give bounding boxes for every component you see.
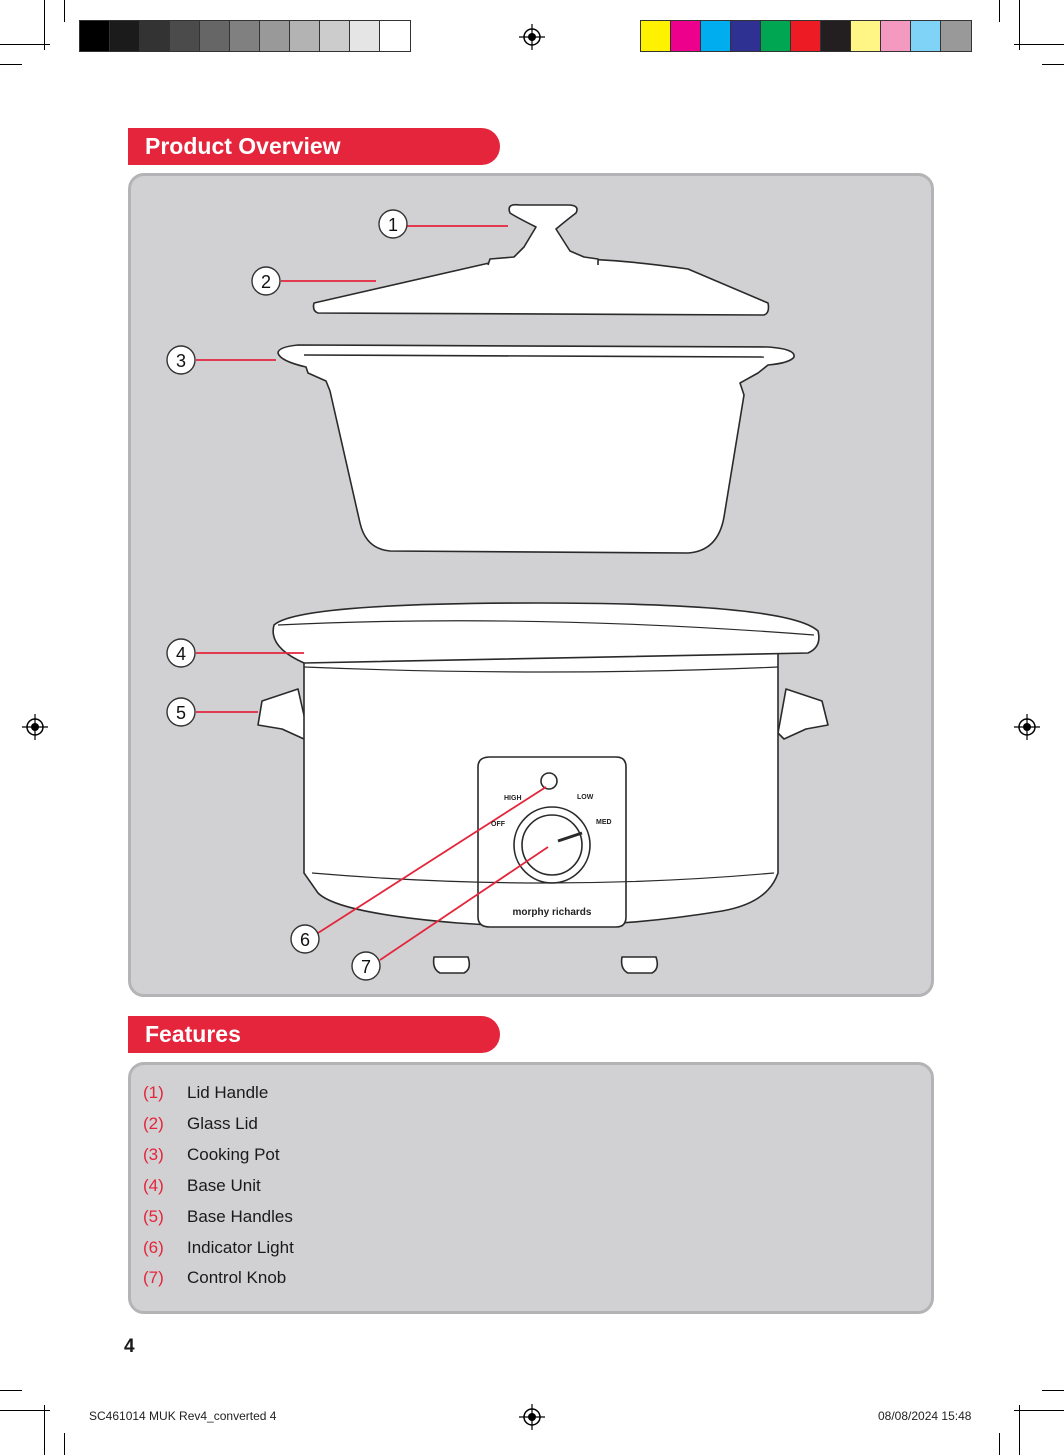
callout-5: [167, 698, 195, 726]
registration-mark-bottom: [519, 1404, 545, 1430]
list-item: [143, 1113, 258, 1135]
callout-3: [167, 346, 195, 374]
grayscale-swatch: [230, 21, 260, 51]
color-bar: [640, 20, 972, 52]
feature-number: (6): [143, 1238, 164, 1257]
list-item: [143, 1237, 294, 1259]
list-item: [143, 1175, 261, 1197]
lid-handle-icon: [488, 205, 598, 265]
slow-cooker-illustration: [128, 173, 934, 997]
svg-text:5: 5: [175, 703, 187, 723]
color-swatch: [791, 21, 821, 51]
page-number: 4: [124, 1336, 135, 1357]
dial-label-off: OFF: [491, 821, 505, 828]
callout-2: [252, 267, 280, 295]
indicator-light: [541, 773, 557, 789]
grayscale-swatch: [110, 21, 140, 51]
color-swatch: [851, 21, 881, 51]
list-item: [143, 1082, 268, 1104]
callout-4: [167, 639, 195, 667]
grayscale-bar: [79, 20, 411, 52]
slug-right: 08/08/2024 15:48: [878, 1409, 972, 1423]
grayscale-swatch: [290, 21, 320, 51]
features-heading: Features: [128, 1016, 500, 1053]
color-swatch: [671, 21, 701, 51]
callout-7: [352, 952, 380, 980]
dial-label-med: MED: [596, 819, 612, 826]
registration-mark-right: [1014, 714, 1040, 740]
base-foot-left: [434, 957, 470, 973]
color-swatch: [881, 21, 911, 51]
feature-label: Base Unit: [187, 1176, 261, 1195]
svg-text:1: 1: [387, 215, 399, 235]
cooking-pot: [278, 345, 794, 553]
color-swatch: [731, 21, 761, 51]
feature-number: (2): [143, 1114, 164, 1133]
grayscale-swatch: [350, 21, 380, 51]
color-swatch: [641, 21, 671, 51]
base-handle-right: [778, 689, 828, 739]
color-swatch: [701, 21, 731, 51]
svg-text:4: 4: [175, 644, 187, 664]
grayscale-swatch: [200, 21, 230, 51]
grayscale-swatch: [170, 21, 200, 51]
feature-label: Control Knob: [187, 1268, 287, 1287]
grayscale-swatch: [80, 21, 110, 51]
list-item: [143, 1144, 280, 1166]
brand-logo: morphy richards: [512, 907, 592, 918]
feature-label: Lid Handle: [187, 1083, 269, 1102]
feature-number: (4): [143, 1176, 164, 1195]
product-overview-heading: Product Overview: [128, 128, 500, 165]
svg-text:2: 2: [260, 272, 272, 292]
control-knob: [522, 815, 582, 875]
color-swatch: [941, 21, 971, 51]
feature-label: Base Handles: [187, 1207, 293, 1226]
base-handle-left: [258, 689, 308, 739]
dial-label-high: HIGH: [504, 795, 522, 802]
feature-label: Indicator Light: [187, 1238, 294, 1257]
feature-number: (7): [143, 1268, 164, 1287]
grayscale-swatch: [140, 21, 170, 51]
list-item: [143, 1267, 286, 1289]
grayscale-swatch: [380, 21, 410, 51]
feature-number: (5): [143, 1207, 164, 1226]
color-swatch: [821, 21, 851, 51]
feature-number: (3): [143, 1145, 164, 1164]
feature-label: Glass Lid: [187, 1114, 258, 1133]
grayscale-swatch: [320, 21, 350, 51]
base-foot-right: [622, 957, 658, 973]
registration-mark-left: [22, 714, 48, 740]
svg-text:6: 6: [299, 930, 311, 950]
feature-label: Cooking Pot: [187, 1145, 280, 1164]
svg-text:7: 7: [360, 957, 372, 977]
registration-mark-top: [519, 24, 545, 50]
color-swatch: [911, 21, 941, 51]
callout-1: [379, 210, 407, 238]
feature-number: (1): [143, 1083, 164, 1102]
dial-label-low: LOW: [577, 794, 594, 801]
color-swatch: [761, 21, 791, 51]
svg-text:3: 3: [175, 351, 187, 371]
base-rim: [273, 603, 819, 663]
slug-left: SC461014 MUK Rev4_converted 4: [89, 1409, 277, 1423]
glass-lid: [314, 258, 769, 315]
callout-6: [291, 925, 319, 953]
list-item: [143, 1206, 293, 1228]
grayscale-swatch: [260, 21, 290, 51]
